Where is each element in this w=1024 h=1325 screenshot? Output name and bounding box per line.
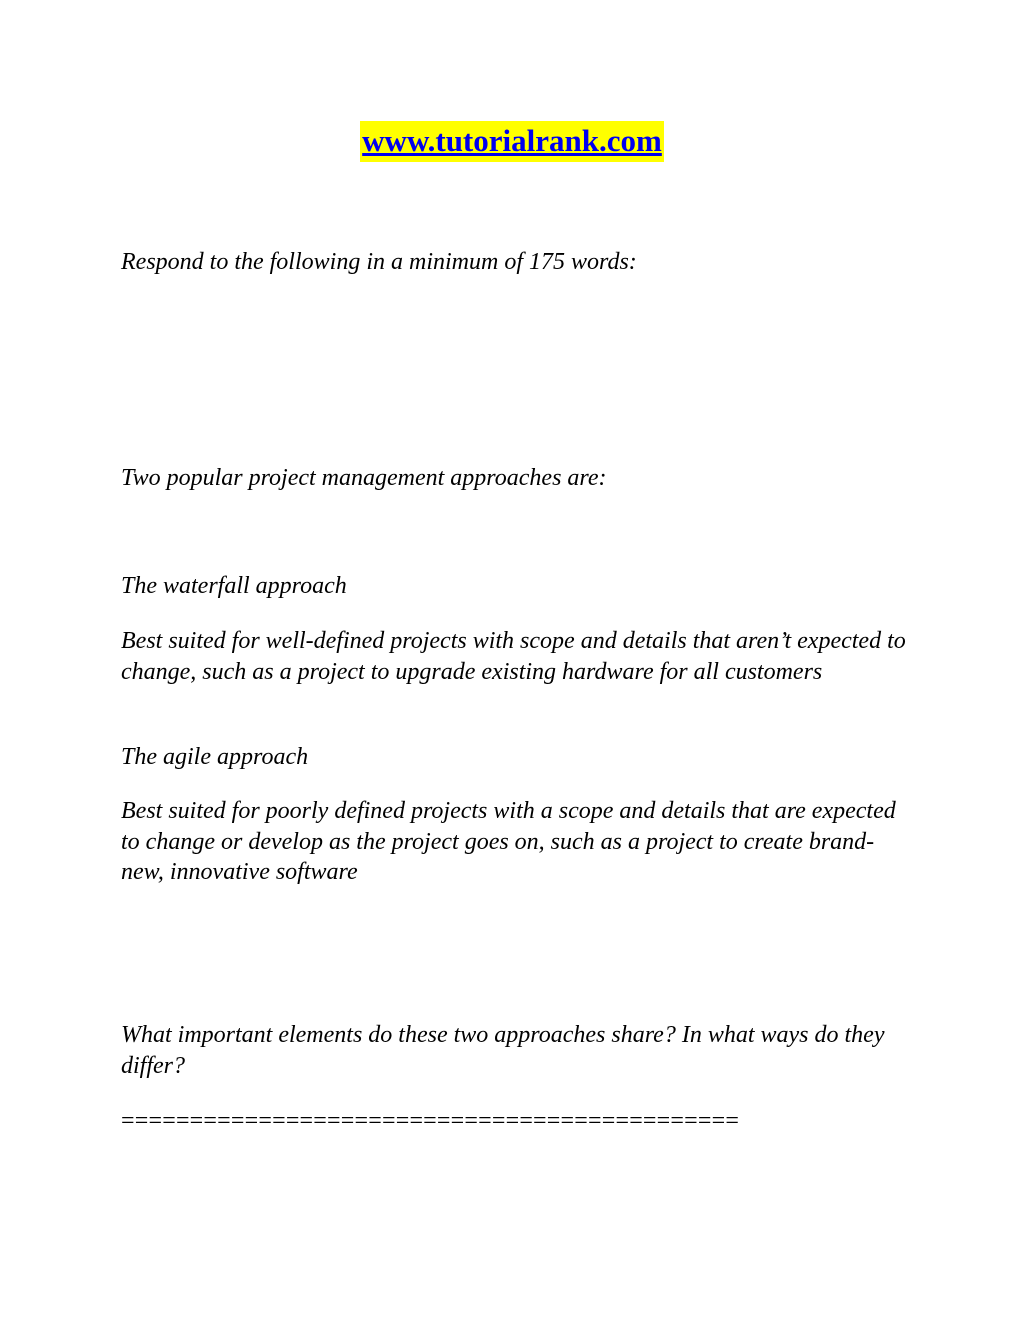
intro-text: Two popular project management approaches are: <box>121 465 607 491</box>
site-header <box>0 118 1024 164</box>
tutorialrank-link[interactable]: www.tutorialrank.com <box>360 121 664 162</box>
separator-line: ============================================= <box>121 1108 740 1134</box>
agile-description: Best suited for poorly defined projects with a scope and details that are expected to change or develop as the project goes on, such as a project to create brand-new, innovative software <box>121 798 896 885</box>
waterfall-title: The waterfall approach <box>121 573 347 599</box>
instruction-text: Respond to the following in a minimum of 175 words: <box>121 249 637 275</box>
agile-title: The agile approach <box>121 744 309 770</box>
waterfall-description: Best suited for well-defined projects with scope and details that aren’t expected to change, such as a project to upgrade existing hardware for all customers <box>121 628 906 685</box>
question-text: What important elements do these two approaches share? In what ways do they differ? <box>121 1022 885 1079</box>
